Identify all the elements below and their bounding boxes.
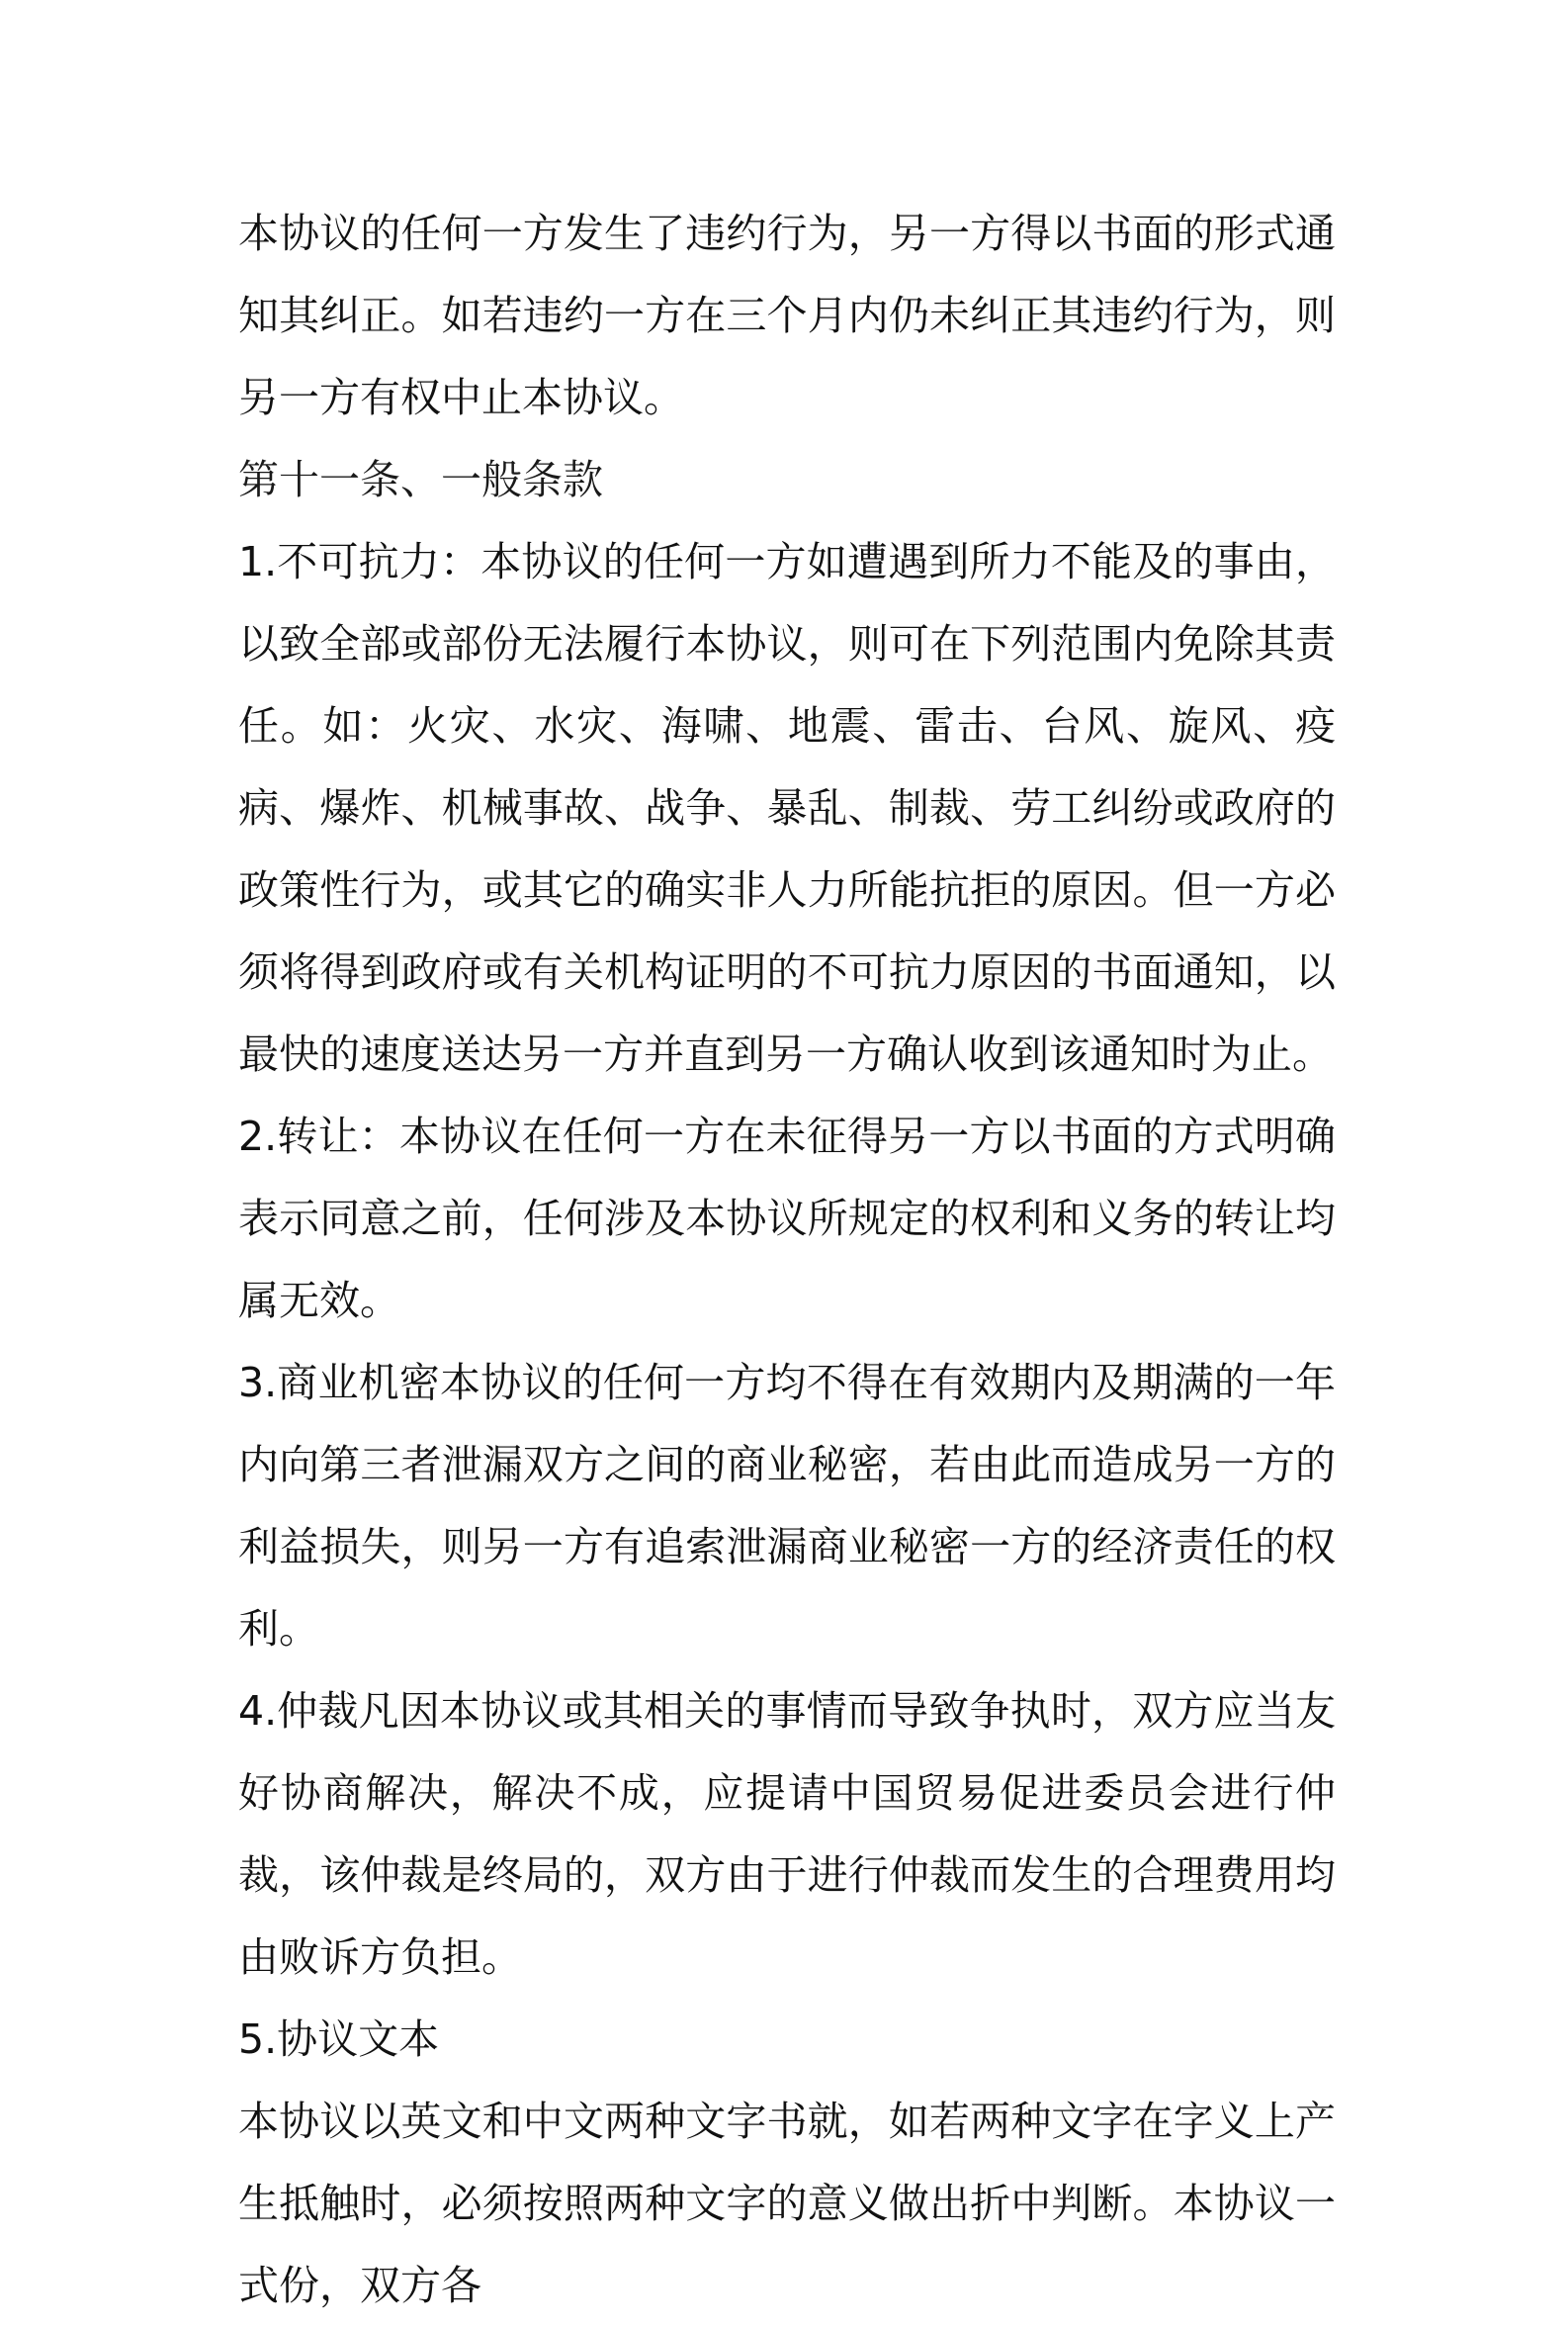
paragraph-agreement-text-heading: 5.协议文本 xyxy=(238,2015,440,2063)
paragraph-breach-of-contract: 本协议的任何一方发生了违约行为，另一方得以书面的形式通知其纠正。如若违约一方在三个月内仍未纠正其违约行为，则另一方有权中止本协议。 xyxy=(238,210,1336,421)
paragraph-agreement-text: 本协议以英文和中文两种文字书就，如若两种文字在字义上产生抵触时，必须按照两种文字的意义做出折中判断。本协议一式份，双方各 xyxy=(238,2098,1336,2309)
paragraph-arbitration: 4.仲裁凡因本协议或其相关的事情而导致争执时，双方应当友好协商解决，解决不成，应提请中国贸易促进委员会进行仲裁，该仲裁是终局的，双方由于进行仲裁而发生的合理费用均由败诉方负担。 xyxy=(238,1687,1336,1981)
document-body xyxy=(238,193,1336,2327)
paragraph-trade-secrets: 3.商业机密本协议的任何一方均不得在有效期内及期满的一年内向第三者泄漏双方之间的商业秘密，若由此而造成另一方的利益损失，则另一方有追索泄漏商业秘密一方的经济责任的权利。 xyxy=(238,1359,1336,1653)
paragraph-force-majeure: 1.不可抗力：本协议的任何一方如遭遇到所力不能及的事由，以致全部或部份无法履行本协议，则可在下列范围内免除其责任。如：火灾、水灾、海啸、地震、雷击、台风、旋风、疫病、爆炸、机械事故、战争、暴乱、制裁、劳工纠纷或政府的政策性行为，或其它的确实非人力所能抗拒的原因。但一方必须将得到政府或有关机构证明的不可抗力原因的书面通知，以最快的速度送达另一方并直到另一方确认收到该通知时为止。 xyxy=(238,538,1336,1078)
section-heading-general-terms: 第十一条、一般条款 xyxy=(238,456,603,503)
paragraph-assignment: 2.转让：本协议在任何一方在未征得另一方以书面的方式明确表示同意之前，任何涉及本协议所规定的权利和义务的转让均属无效。 xyxy=(238,1113,1336,1324)
